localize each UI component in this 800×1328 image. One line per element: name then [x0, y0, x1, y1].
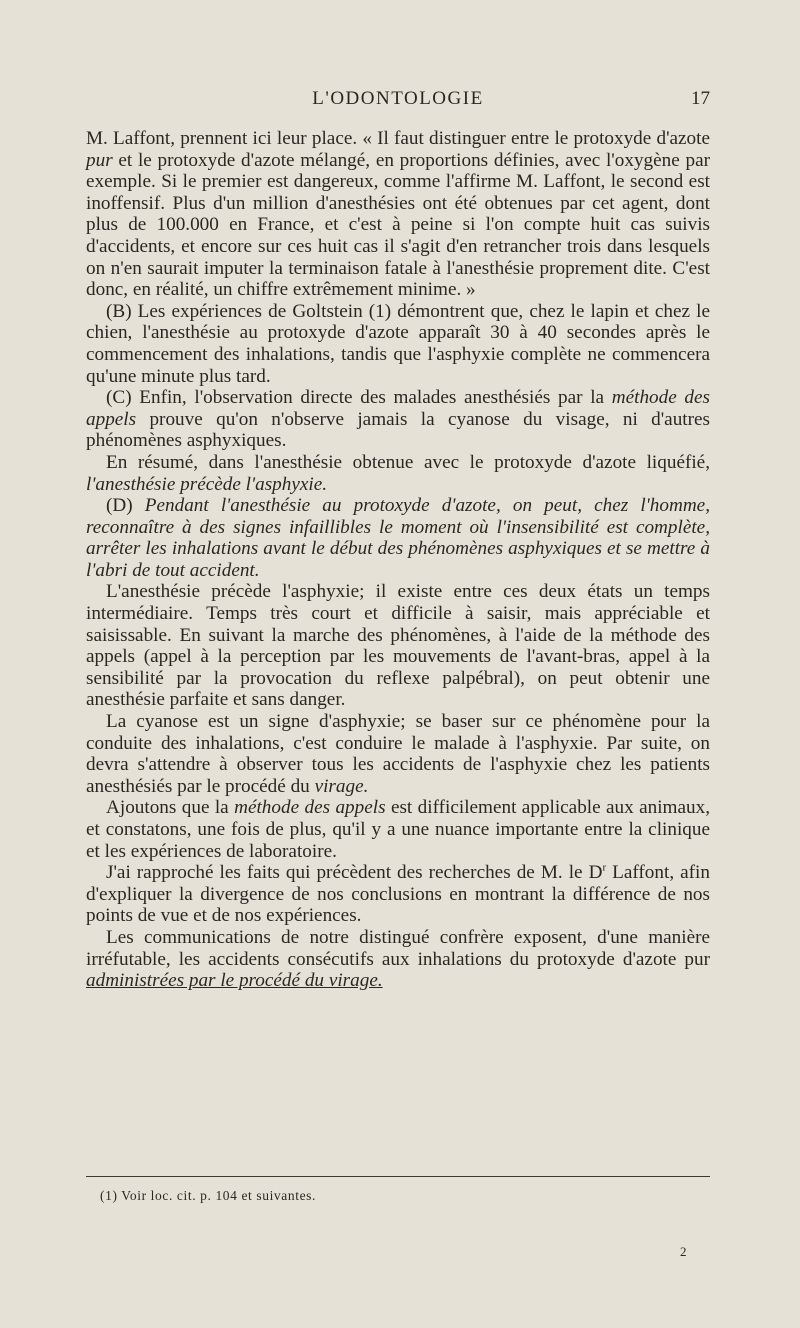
- italic-run: pur: [86, 149, 113, 171]
- text-run: Ajoutons que la: [106, 797, 235, 819]
- italic-run: méthode des appels: [86, 387, 710, 430]
- signature-mark: 2: [680, 1244, 687, 1259]
- text-run: et le protoxyde d'azote mélangé, en proportions définies, avec l'oxygène par exemple. Si le premier est dangereux, comme l'affirme M. Laffont, le second est inoffensif. Plus d'un million d'anesthésies ont été obtenues par cet agent, dont plus de 100.000 en France, et c'est à peine si l'on compte huit cas suivis d'accidents, et encore sur ces huit cas il s'agit d'en retrancher trois dans lesquels on n'en saurait imputer la terminaison fatale à l'anesthésie proprement dite. C'est donc, en réalité, un chiffre extrêmement minime. »: [86, 149, 710, 301]
- paragraph-c: [86, 387, 710, 452]
- text-run: La cyanose est un signe d'asphyxie; se baser sur ce phénomène pour la conduite des inhalations, c'est conduire le malade à l'asphyxie. Par suite, on devra s'attendre à observer tous les accidents de l'asphyxie chez les patients anesthésiés par le procédé du: [86, 711, 710, 797]
- text-run: prouve qu'on n'observe jamais la cyanose du visage, ni d'autres phénomènes asphyxiques.: [86, 408, 710, 452]
- paragraph-9: [86, 862, 710, 927]
- text-run: (D): [106, 495, 145, 517]
- paragraph-1: [86, 128, 710, 301]
- footnote: (1) Voir loc. cit. p. 104 et suivantes.: [100, 1188, 316, 1203]
- running-head: [86, 88, 710, 118]
- italic-run: méthode des appels: [234, 797, 386, 819]
- text-run: Laffont, afin d'expliquer la divergence de nos conclusions en montrant la différence de nos points de vue et de nos expériences.: [86, 862, 710, 927]
- paragraph-8: [86, 797, 710, 862]
- italic-run: virage.: [314, 775, 369, 797]
- body-text: [86, 128, 710, 992]
- running-title: L'ODONTOLOGIE: [312, 88, 484, 109]
- text-run: (C) Enfin, l'observation directe des malades anesthésiés par la: [106, 387, 612, 409]
- paragraph-10: [86, 927, 710, 992]
- text-run: Les communications de notre distingué confrère exposent, d'une manière irréfutable, les accidents consécutifs aux inhalations du protoxyde d'azote pur: [86, 926, 710, 970]
- text-run: En résumé, dans l'anesthésie obtenue avec le protoxyde d'azote liquéfié,: [106, 451, 710, 473]
- text-run: est difficilement applicable aux animaux, et constatons, une fois de plus, qu'il y a une nuance importante entre la clinique et les expériences de laboratoire.: [86, 797, 710, 862]
- superscript: r: [602, 861, 607, 874]
- text-run: (B) Les expériences de Goltstein (1) démontrent que, chez le lapin et chez le chien, l'anesthésie au protoxyde d'azote apparaît 30 à 40 secondes après le commencement des inhalations, tandis que l'asphyxie complète ne commencera qu'une minute plus tard.: [86, 300, 710, 387]
- paragraph-6: [86, 581, 710, 711]
- underlined-italic-run: administrées par le procédé du virage.: [86, 970, 383, 992]
- italic-run: l'anesthésie précède l'asphyxie.: [86, 473, 328, 495]
- footnote-rule: [86, 1176, 710, 1177]
- paragraph-resume: [86, 452, 710, 495]
- text-run: L'anesthésie précède l'asphyxie; il existe entre ces deux états un temps intermédiaire. Temps très court et difficile à saisir, mais appréciable et saisissable. En suivant la marche des phénomènes, à l'aide de la méthode des appels (appel à la perception par les mouvements de l'avant-bras, appel à la sensibilité par la provocation du reflexe palpébral), on peut obtenir une anesthésie parfaite et sans danger.: [86, 581, 710, 711]
- paragraph-7: [86, 711, 710, 797]
- paragraph-b: [86, 301, 710, 387]
- text-run: M. Laffont, prennent ici leur place. « Il faut distinguer entre le protoxyde d'azote: [86, 128, 710, 149]
- paragraph-d: [86, 495, 710, 581]
- italic-run: Pendant l'anesthésie au protoxyde d'azote, on peut, chez l'homme, reconnaître à des signes infaillibles le moment où l'insensibilité est complète, arrêter les inhalations avant le début des phénomènes asphyxiques et se mettre à l'abri de tout accident.: [86, 495, 710, 581]
- page-number: 17: [691, 88, 710, 109]
- text-run: J'ai rapproché les faits qui précèdent des recherches de M. le D: [106, 862, 603, 884]
